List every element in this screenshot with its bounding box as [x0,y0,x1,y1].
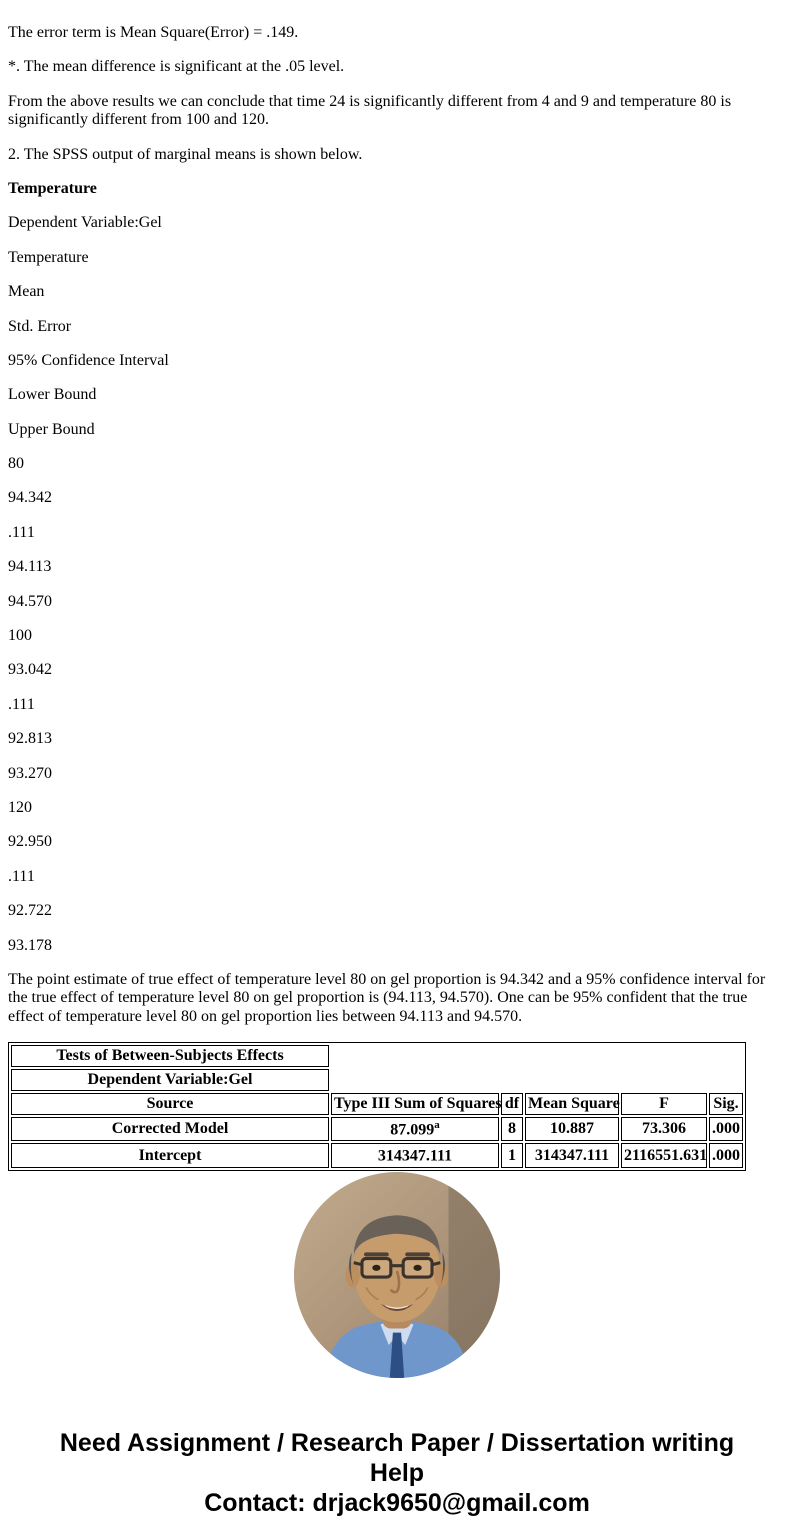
header-f: F [621,1093,707,1115]
value-lower-80: 94.113 [8,558,52,576]
table-subtitle-row [11,1069,743,1091]
value-upper-120: 93.178 [8,936,52,954]
paragraph-point-estimate: The point estimate of true effect of temperature level 80 on gel proportion is 94.342 and a 95% confidence interval for the true effect of temperature level 80 on gel proportion is (94.113, 94.570). One can be 95% confident that the true effect of temperature level 80 on gel proportion lies between 94.113 and 94.570. [8,970,766,1025]
cell-source: Corrected Model [11,1117,329,1141]
cell-source: Intercept [11,1143,329,1167]
value-temp-80: 80 [8,455,24,473]
paragraph-significance-note: *. The mean difference is significant at the .05 level. [8,58,345,76]
paragraph-error-term: The error term is Mean Square(Error) = .149. [8,24,299,41]
cell-sig: .000 [709,1143,743,1167]
cell-ss-value: 87.099 [390,1121,435,1139]
cell-mean-square: 314347.111 [525,1143,619,1167]
header-sig: Sig. [709,1093,743,1115]
value-stderr-120: .111 [8,867,35,885]
cell-ss [331,1117,499,1141]
value-upper-80: 94.570 [8,592,52,610]
paragraph-spss-intro: 2. The SPSS output of marginal means is shown below. [8,145,363,163]
value-temp-120: 120 [8,798,32,816]
cell-sig: .000 [709,1117,743,1141]
paragraph-conclusion: From the above results we can conclude that time 24 is significantly different from 4 and 9 and temperature 80 is significantly different from 100 and 120. [8,92,732,129]
value-mean-80: 94.342 [8,489,52,507]
line-mean-label: Mean [8,283,45,301]
value-stderr-100: .111 [8,695,35,713]
line-ci-label: 95% Confidence Interval [8,351,169,369]
table-title: Tests of Between-Subjects Effects [11,1045,329,1067]
value-stderr-80: .111 [8,523,35,541]
header-source: Source [11,1093,329,1115]
value-mean-100: 93.042 [8,661,52,679]
line-upper-bound-label: Upper Bound [8,420,95,438]
line-dependent-variable: Dependent Variable:Gel [8,214,162,232]
footer-contact-email: Contact: drjack9650@gmail.com [204,1489,590,1518]
cell-mean-square: 10.887 [525,1117,619,1141]
line-std-error-label: Std. Error [8,317,72,335]
line-temperature-label: Temperature [8,248,89,266]
value-lower-100: 92.813 [8,730,52,748]
value-temp-100: 100 [8,627,32,645]
value-mean-120: 92.950 [8,833,52,851]
table-subtitle: Dependent Variable:Gel [11,1069,329,1091]
cell-ss [331,1143,499,1167]
cell-f: 73.306 [621,1117,707,1141]
table-row-intercept [11,1143,743,1167]
footer-banner [8,1428,786,1518]
between-subjects-effects-table [8,1042,746,1171]
between-subjects-table-clip [8,1042,786,1165]
table-header-row [11,1093,743,1115]
avatar-container [8,1172,786,1378]
cell-ss-value: 314347.111 [377,1147,453,1165]
value-upper-100: 93.270 [8,764,52,782]
cell-df: 8 [501,1117,523,1141]
cell-ss-footnote: a [434,1119,440,1132]
table-title-row [11,1045,743,1067]
heading-temperature: Temperature [8,179,97,197]
profile-photo [294,1172,500,1378]
cell-df: 1 [501,1143,523,1167]
line-lower-bound-label: Lower Bound [8,386,97,404]
header-df: df [501,1093,523,1115]
cell-f: 2116551.631 [621,1143,707,1167]
header-mean-square: Mean Square [525,1093,619,1115]
footer-help-text: Need Assignment / Research Paper / Dissertation writing Help [59,1429,735,1488]
value-lower-120: 92.722 [8,902,52,920]
table-row-corrected-model [11,1117,743,1141]
header-type3-ss: Type III Sum of Squares [331,1093,499,1115]
